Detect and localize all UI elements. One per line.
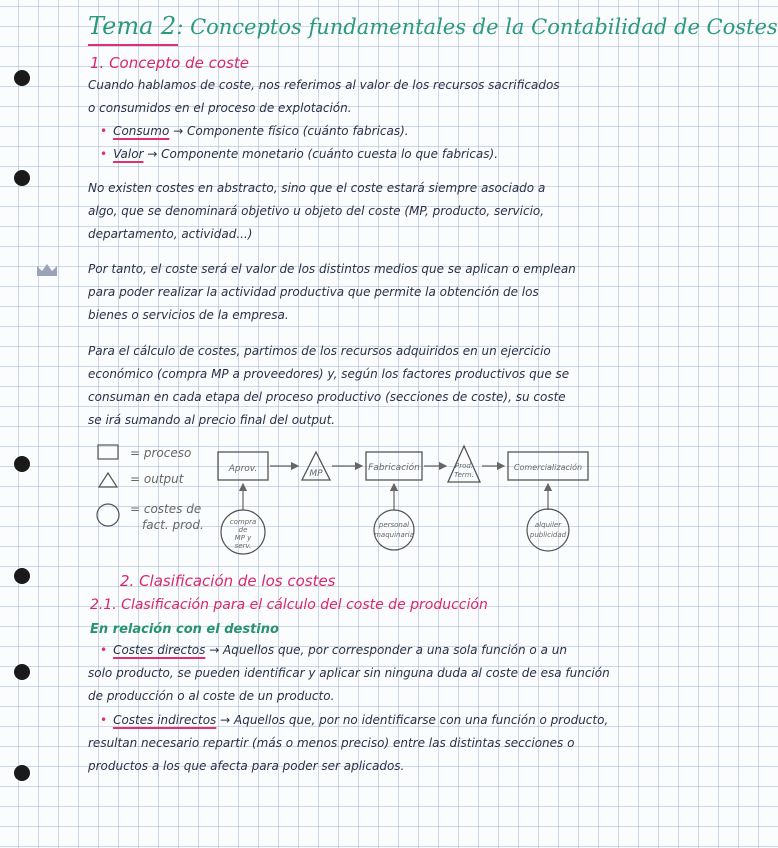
bullet-list-1: [100, 120, 498, 166]
node-fabricacion-label: Fabricación: [368, 463, 420, 473]
input-label: maquinaria: [374, 531, 414, 539]
page-title: [88, 12, 778, 40]
process-flow-diagram: [212, 440, 592, 560]
bullet-term: Valor: [113, 147, 144, 161]
paragraph-1-line: o consumidos en el proceso de explotación.: [88, 101, 352, 115]
bullet-text: → Aquellos que, por no identificarse con una función o producto,: [216, 713, 609, 727]
bullet-line: [100, 709, 608, 732]
legend-costs-2: fact. prod.: [142, 518, 204, 532]
title-text: : Conceptos fundamentales de la Contabilidad de Costes: [176, 15, 778, 39]
legend-costs-1: = costes de: [130, 502, 202, 516]
bullet-line: productos a los que afecta para poder ser aplicados.: [88, 759, 405, 773]
paragraph-3-line: bienes o servicios de la empresa.: [88, 308, 289, 322]
paragraph-2-line: departamento, actividad...): [88, 227, 253, 241]
legend-process: = proceso: [130, 446, 192, 460]
input-label: de: [238, 526, 248, 534]
bullet-term: Costes indirectos: [113, 713, 217, 727]
crown-icon: [36, 263, 58, 277]
node-comercializacion-label: Comercialización: [513, 463, 583, 472]
bullet-dot-icon: •: [100, 643, 108, 657]
section1-heading: 1. Concepto de coste: [90, 54, 249, 72]
binder-hole: [14, 70, 30, 86]
title-number: Tema 2: [88, 12, 177, 40]
legend-triangle-icon: [99, 473, 117, 487]
legend-circle-icon: [97, 504, 119, 526]
bullet-text: → Componente físico (cuánto fabricas).: [169, 124, 409, 138]
input-label: MP y: [234, 534, 252, 542]
input-label: personal: [378, 521, 410, 529]
legend-box-icon: [98, 445, 118, 459]
legend-shapes: [96, 443, 126, 533]
bullet-costes-directos: [88, 639, 610, 708]
input-label: alquiler: [534, 521, 562, 529]
node-mp-label: MP: [309, 469, 323, 479]
paragraph-2-line: algo, que se denominará objetivo u objeto del coste (MP, producto, servicio,: [88, 204, 545, 218]
input-label: compra: [229, 518, 257, 526]
title-underline: [88, 44, 178, 46]
node-prod-label: Prod.: [454, 462, 474, 470]
paragraph-4-line: económico (compra MP a proveedores) y, según los factores productivos que se: [88, 367, 570, 381]
paragraph-3: [88, 258, 576, 327]
bullet-dot-icon: •: [100, 713, 108, 727]
input-label: publicidad: [529, 531, 567, 539]
node-aprov-label: Aprov.: [228, 464, 258, 474]
bullet-line: resultan necesario repartir (más o menos preciso) entre las distintas secciones o: [88, 736, 575, 750]
paragraph-4-line: consuman en cada etapa del proceso productivo (secciones de coste), su coste: [88, 390, 566, 404]
paragraph-1: [88, 74, 560, 120]
binder-hole: [14, 568, 30, 584]
section2-subheading: 2.1. Clasificación para el cálculo del coste de producción: [90, 597, 488, 613]
binder-hole: [14, 664, 30, 680]
bullet-consumo: [100, 120, 498, 143]
bullet-costes-indirectos: [88, 709, 609, 778]
input-label: serv.: [234, 542, 252, 550]
paragraph-3-line: para poder realizar la actividad productiva que permite la obtención de los: [88, 285, 539, 299]
binder-hole: [14, 170, 30, 186]
bullet-line: solo producto, se pueden identificar y aplicar sin ninguna duda al coste de esa función: [88, 666, 610, 680]
paragraph-2: [88, 177, 545, 246]
paragraph-4-line: Para el cálculo de costes, partimos de los recursos adquiridos en un ejercicio: [88, 344, 551, 358]
paragraph-4: [88, 340, 569, 432]
bullet-text: → Aquellos que, por corresponder a una sola función o a un: [205, 643, 567, 657]
paragraph-3-line: Por tanto, el coste será el valor de los distintos medios que se aplican o emplean: [88, 262, 576, 276]
paragraph-1-line: Cuando hablamos de coste, nos referimos al valor de los recursos sacrificados: [88, 78, 560, 92]
section2-destino-heading: En relación con el destino: [90, 622, 279, 637]
bullet-line: [100, 639, 610, 662]
paragraph-4-line: se irá sumando al precio final del output.: [88, 413, 336, 427]
binder-hole: [14, 765, 30, 781]
node-term-label: Term.: [454, 471, 474, 479]
bullet-term: Consumo: [113, 124, 170, 138]
input-circle-comercializacion: [527, 509, 569, 551]
binder-hole: [14, 456, 30, 472]
bullet-term: Costes directos: [113, 643, 206, 657]
bullet-text: → Componente monetario (cuánto cuesta lo que fabricas).: [143, 147, 499, 161]
bullet-line: de producción o al coste de un producto.: [88, 689, 335, 703]
bullet-valor: [100, 143, 498, 166]
input-circle-fabricacion: [374, 510, 414, 550]
bullet-dot-icon: •: [100, 147, 108, 161]
section2-heading: 2. Clasificación de los costes: [120, 572, 336, 590]
paragraph-2-line: No existen costes en abstracto, sino que el coste estará siempre asociado a: [88, 181, 546, 195]
bullet-dot-icon: •: [100, 124, 108, 138]
legend-output: = output: [130, 472, 184, 486]
